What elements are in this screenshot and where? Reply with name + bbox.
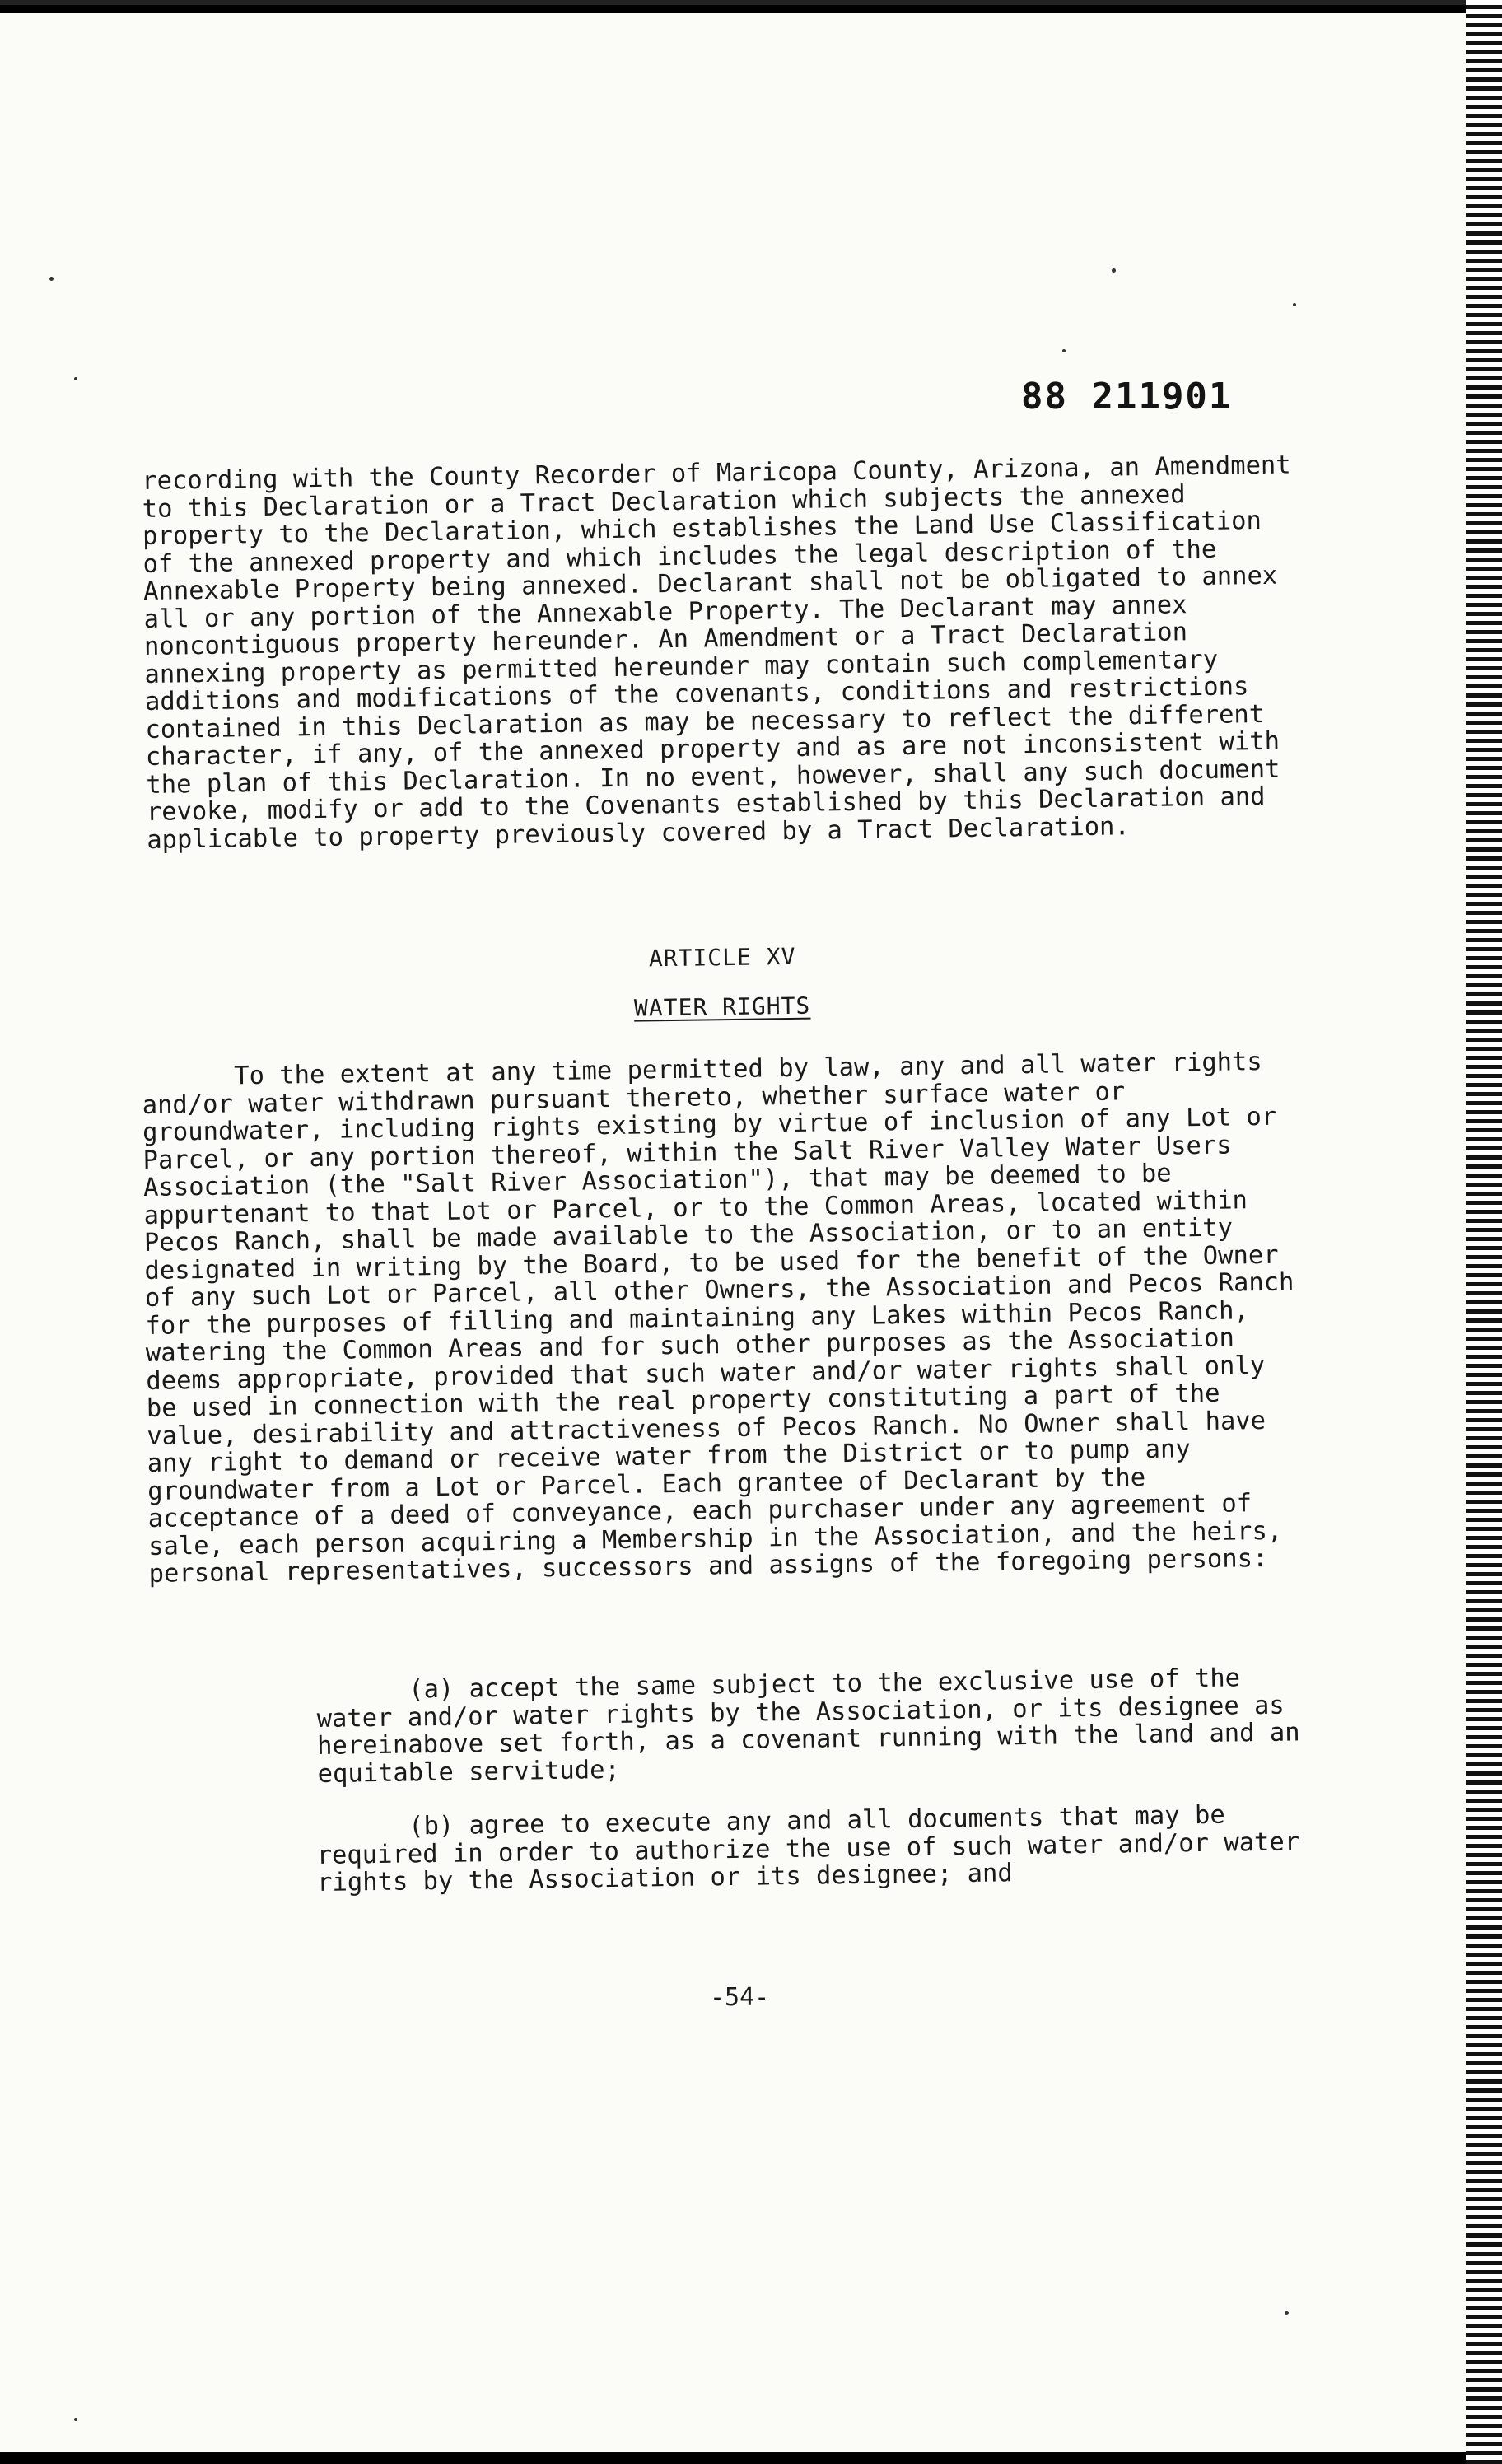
- paragraph-2-block: [142, 1048, 1310, 1588]
- item-a: [316, 1664, 1304, 1788]
- article-heading-block: [142, 936, 1303, 979]
- paragraph-2: To the extent at any time permitted by law, any and all water rights and/or water withdrawn pursuant thereto, whether surface water or groundwater, including rights existing by virtue of inclusion of any Lot or Parcel, or any portion thereof, within the Salt River Valley Water Users Association (the "Salt River Association"), that may be deemed to be appurtenant to that Lot or Parcel, or to the Common Areas, located within Pecos Ranch, shall be made available to the Association, or to an entity designated in writing by the Board, to be used for the benefit of the Owner of any such Lot or Parcel, all other Owners, the Association and Pecos Ranch for the purposes of filling and maintaining any Lakes within Pecos Ranch, watering the Common Areas and for such other purposes as the Association deems appropriate, provided that such water and/or water rights shall only be used in connection with the real property constituting a part of the value, desirability and attractiveness of Pecos Ranch. No Owner shall have any right to demand or receive water from the District or to pump any groundwater from a Lot or Parcel. Each grantee of Declarant by the acceptance of a deed of conveyance, each purchaser under any agreement of sale, each person acquiring a Membership in the Association, and the heirs, personal representatives, successors and assigns of the foregoing persons:: [142, 1048, 1294, 1589]
- scan-top-rule: [0, 0, 1482, 5]
- scan-speck: [74, 2418, 77, 2421]
- item-b-block: [142, 1800, 1304, 1899]
- scan-speck: [74, 377, 77, 380]
- item-b-text: (b) agree to execute any and all documents that may be required in order to authorize the use of such water and/or water rights by the Association or its designee; and: [316, 1800, 1300, 1898]
- document-number: 88 211901: [1021, 376, 1233, 418]
- item-a-block: [142, 1664, 1304, 1790]
- scan-speck: [49, 277, 54, 281]
- scan-speck: [1062, 349, 1066, 352]
- item-a-text: (a) accept the same subject to the exclusive use of the water and/or water rights by the Association, or its designee as hereinabove set forth, as a covenant running with the land and an equitable servitude;: [316, 1664, 1300, 1789]
- article-heading: ARTICLE XV: [648, 942, 796, 973]
- item-b: [316, 1800, 1304, 1897]
- scan-speck: [1285, 2311, 1289, 2315]
- scan-speck: [1293, 303, 1296, 306]
- article-title-block: [142, 985, 1303, 1029]
- film-edge-strip: [1466, 0, 1502, 2464]
- article-title: WATER RIGHTS: [633, 992, 811, 1022]
- paragraph-1-block: [142, 451, 1308, 854]
- scan-speck: [1112, 268, 1116, 273]
- paragraph-1: recording with the County Recorder of Maricopa County, Arizona, an Amendment to this Declaration or a Tract Declaration which subjects the annexed property to the Declaration, which establishes the Land Use Classification of the annexed property and which includes the legal description of the Annexable Property being annexed. Declarant shall not be obligated to annex all or any portion of the Annexable Property. The Declarant may annex noncontiguous property hereunder. An Amendment or a Tract Declaration annexing property as permitted hereunder may contain such complementary additions and modifications of the covenants, conditions and restrictions contained in this Declaration as may be necessary to reflect the different character, if any, of the annexed property and as are not inconsistent with the plan of this Declaration. In no event, however, shall any such document revoke, modify or add to the Covenants established by this Declaration and applicable to property previously covered by a Tract Declaration.: [141, 450, 1291, 855]
- document-page: [0, 13, 1466, 2452]
- page-number: -54-: [710, 1983, 770, 2012]
